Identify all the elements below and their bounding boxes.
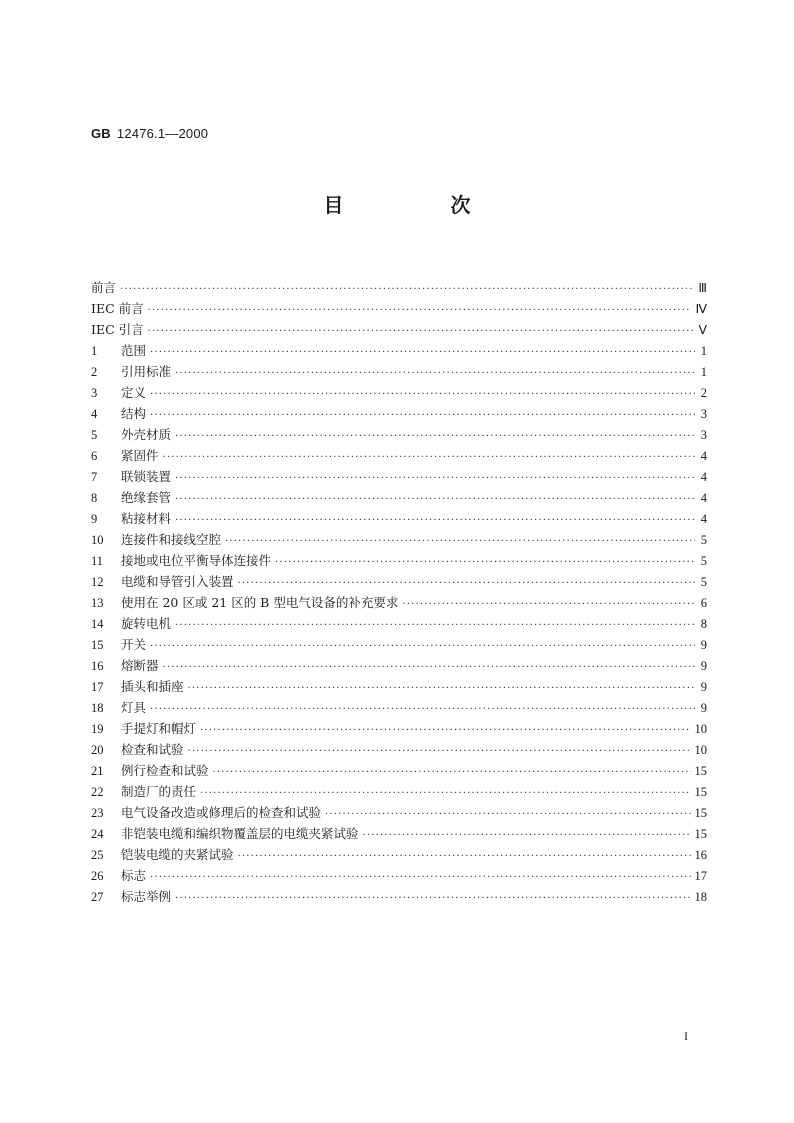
toc-dot-leader [200,783,690,804]
toc-dot-leader [175,510,695,531]
toc-entry[interactable] [91,319,707,340]
toc-entry-title: 标志 [121,868,147,883]
toc-entry[interactable] [91,340,707,361]
toc-entry-page: 1 [700,344,707,358]
toc-entry-page: 9 [700,701,707,715]
toc-entry-page: 4 [700,491,707,505]
toc-entry-title: 检查和试验 [121,742,184,757]
toc-entry[interactable] [91,844,707,865]
toc-entry-page: 18 [694,890,707,904]
toc-entry-page: 15 [694,764,707,778]
toc-entry-number: 5 [91,428,98,442]
toc-entry-title: 定义 [121,385,147,400]
toc-entry-title: 绝缘套管 [121,490,172,505]
toc-entry-number: 9 [91,512,98,526]
toc-entry-page: 10 [694,743,707,757]
toc-dot-leader [150,699,695,720]
toc-dot-leader [213,762,691,783]
toc-entry-number: 11 [91,554,104,568]
toc-entry-page: 4 [700,512,707,526]
toc-entry-title: 连接件和接线空腔 [121,532,222,547]
toc-entry-page: 3 [700,428,707,442]
toc-dot-leader [150,384,695,405]
toc-entry-title: 引用标准 [121,364,172,379]
toc-entry[interactable] [91,298,707,319]
toc-entry-number: 27 [91,890,104,904]
toc-entry[interactable] [91,382,707,403]
toc-entry-page: Ⅴ [698,323,707,337]
toc-entry-page: 15 [694,785,707,799]
toc-entry-number: 7 [91,470,98,484]
toc-entry[interactable] [91,571,707,592]
toc-entry[interactable] [91,886,707,907]
toc-entry-page: 9 [700,659,707,673]
toc-entry-number: 3 [91,386,98,400]
toc-entry-number: 17 [91,680,104,694]
toc-entry-page: 8 [700,617,707,631]
toc-entry[interactable] [91,277,707,298]
table-of-contents [91,277,707,907]
toc-entry[interactable] [91,487,707,508]
toc-entry-number: 24 [91,827,104,841]
toc-entry[interactable] [91,739,707,760]
toc-entry-page: 16 [694,848,707,862]
toc-entry-page: 5 [700,575,707,589]
toc-entry-title: 铠装电缆的夹紧试验 [121,847,234,862]
toc-entry-page: 3 [700,407,707,421]
toc-entry[interactable] [91,634,707,655]
toc-entry-title: 插头和插座 [121,679,184,694]
standard-prefix: GB [91,126,111,141]
toc-entry-page: 9 [700,680,707,694]
toc-dot-leader [238,573,695,594]
toc-dot-leader [175,363,695,384]
toc-entry-title: 接地或电位平衡导体连接件 [121,553,272,568]
toc-entry-page: 17 [694,869,707,883]
toc-dot-leader [120,279,694,300]
toc-dot-leader [188,741,691,762]
toc-entry[interactable] [91,760,707,781]
toc-entry-title: 手提灯和帽灯 [121,721,197,736]
toc-dot-leader [163,657,695,678]
toc-entry-number: 6 [91,449,98,463]
toc-dot-leader [175,489,695,510]
toc-entry-title: 熔断器 [121,658,159,673]
toc-entry-page: 5 [700,533,707,547]
toc-entry-title: IEC 引言 [91,322,144,337]
toc-dot-leader [363,825,691,846]
toc-entry[interactable] [91,781,707,802]
toc-entry[interactable] [91,613,707,634]
toc-dot-leader [175,615,695,636]
page-number: I [684,1029,688,1043]
toc-dot-leader [238,846,691,867]
standard-code [91,126,208,141]
toc-entry[interactable] [91,508,707,529]
toc-entry-title: 前言 [91,280,117,295]
toc-entry-page: Ⅲ [698,281,707,295]
toc-entry-title: 紧固件 [121,448,159,463]
toc-entry-number: 18 [91,701,104,715]
toc-entry[interactable] [91,676,707,697]
toc-entry-title: 非铠装电缆和编织物覆盖层的电缆夹紧试验 [121,826,359,841]
toc-entry[interactable] [91,697,707,718]
toc-entry-title: 灯具 [121,700,147,715]
toc-dot-leader [402,594,695,615]
toc-entry-title: 结构 [121,406,147,421]
toc-entry[interactable] [91,592,707,613]
toc-entry[interactable] [91,403,707,424]
toc-dot-leader [175,468,695,489]
toc-dot-leader [225,531,695,552]
toc-entry[interactable] [91,445,707,466]
toc-entry-page: 15 [694,827,707,841]
toc-dot-leader [200,720,690,741]
toc-entry-number: 21 [91,764,104,778]
toc-entry[interactable] [91,424,707,445]
toc-entry-page: 5 [700,554,707,568]
toc-entry-page: 9 [700,638,707,652]
toc-entry[interactable] [91,466,707,487]
toc-entry-number: 23 [91,806,104,820]
toc-entry-number: 22 [91,785,104,799]
toc-entry-title: 开关 [121,637,147,652]
toc-entry[interactable] [91,823,707,844]
toc-entry-title: IEC 前言 [91,301,144,316]
toc-dot-leader [150,867,690,888]
standard-number: 12476.1—2000 [116,126,209,141]
toc-entry-title: 制造厂的责任 [121,784,197,799]
toc-entry-number: 12 [91,575,104,589]
toc-entry-title: 电气设备改造或修理后的检查和试验 [121,805,322,820]
toc-dot-leader [175,426,695,447]
toc-entry-number: 16 [91,659,104,673]
toc-entry[interactable] [91,718,707,739]
toc-entry-title: 旋转电机 [121,616,172,631]
toc-entry-page: 4 [700,470,707,484]
toc-entry-title: 使用在 20 区或 21 区的 B 型电气设备的补充要求 [121,595,399,610]
toc-entry-page: Ⅳ [695,302,707,316]
toc-dot-leader [175,888,690,909]
toc-dot-leader [163,447,695,468]
toc-dot-leader [150,405,695,426]
toc-entry-title: 外壳材质 [121,427,172,442]
toc-entry-title: 标志举例 [121,889,172,904]
toc-entry-number: 10 [91,533,104,547]
toc-entry-number: 4 [91,407,98,421]
toc-entry-number: 20 [91,743,104,757]
toc-entry[interactable] [91,802,707,823]
toc-entry-number: 13 [91,596,104,610]
toc-dot-leader [275,552,695,573]
toc-entry-title: 联锁装置 [121,469,172,484]
toc-entry-number: 25 [91,848,104,862]
toc-entry-page: 4 [700,449,707,463]
toc-entry-title: 粘接材料 [121,511,172,526]
toc-dot-leader [325,804,690,825]
toc-entry-number: 14 [91,617,104,631]
toc-entry-page: 1 [700,365,707,379]
toc-entry-page: 2 [700,386,707,400]
page-title: 目 次 [323,193,521,217]
toc-entry-page: 6 [700,596,707,610]
toc-entry-number: 2 [91,365,98,379]
toc-entry-number: 26 [91,869,104,883]
toc-entry-number: 1 [91,344,98,358]
toc-dot-leader [148,321,695,342]
toc-entry[interactable] [91,529,707,550]
toc-entry-number: 8 [91,491,98,505]
toc-entry[interactable] [91,361,707,382]
toc-dot-leader [150,342,695,363]
toc-entry-title: 范围 [121,343,147,358]
toc-entry[interactable] [91,865,707,886]
toc-entry-number: 19 [91,722,104,736]
toc-dot-leader [188,678,695,699]
toc-dot-leader [148,300,692,321]
toc-entry-title: 电缆和导管引入装置 [121,574,234,589]
toc-entry[interactable] [91,550,707,571]
toc-entry-page: 10 [694,722,707,736]
toc-entry-number: 15 [91,638,104,652]
toc-entry-title: 例行检查和试验 [121,763,209,778]
toc-entry-page: 15 [694,806,707,820]
toc-dot-leader [150,636,695,657]
toc-entry[interactable] [91,655,707,676]
